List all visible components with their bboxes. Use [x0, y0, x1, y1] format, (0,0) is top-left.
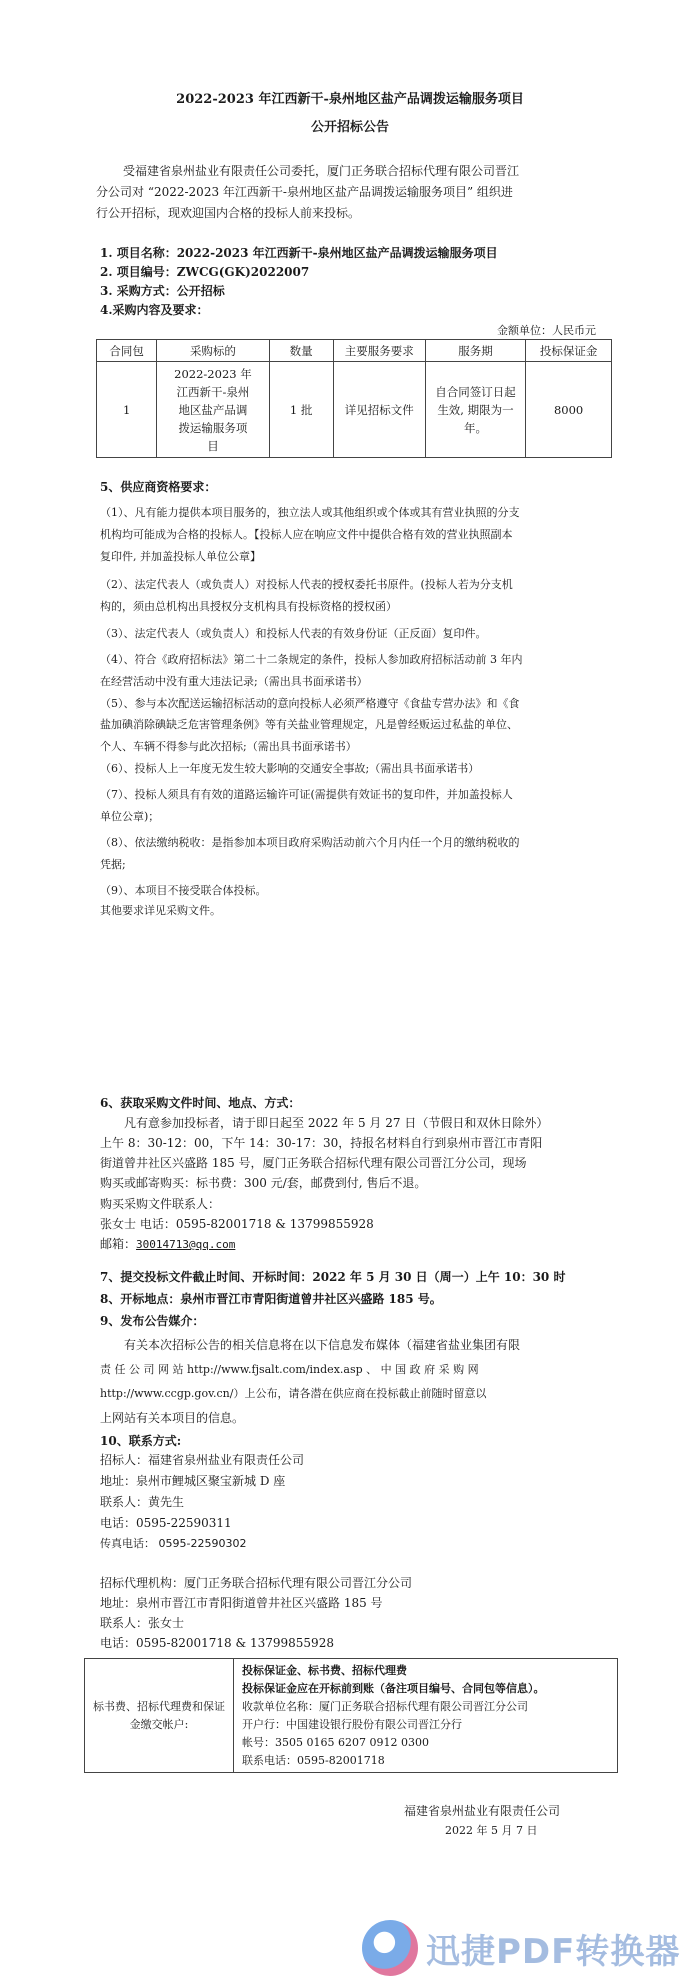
currency-unit: 金额单位：人民币元: [497, 324, 596, 337]
email-link[interactable]: 30014713@qq.com: [136, 1238, 236, 1251]
table-row: [85, 1659, 618, 1773]
acquisition-line: 购买采购文件联系人：: [100, 1197, 221, 1211]
pdf-converter-watermark: [362, 1918, 692, 1976]
col-header: 主要服务要求: [333, 340, 425, 362]
qualification-line: （7）、投标人须具有有效的道路运输许可证(需提供有效证书的复印件，并加盖投标人: [100, 788, 513, 801]
signature-date: 2022 年 5 月 7 日: [445, 1824, 538, 1837]
col-header: 服务期: [425, 340, 525, 362]
qualification-line: （8）、依法缴纳税收：是指参加本项目政府采购活动前六个月内任一个月的缴纳税收的: [100, 836, 520, 849]
payment-line: 收款单位名称：厦门正务联合招标代理有限公司晋江分公司: [242, 1699, 528, 1713]
qualification-line: （2）、法定代表人（或负责人）对投标人代表的授权委托书原件。(投标人若为分支机: [100, 578, 513, 591]
payment-details-cell: [234, 1659, 618, 1773]
acquisition-line: 购买或邮寄购买：标书费：300 元/套，邮费到付, 售后不退。: [100, 1176, 427, 1190]
cell-subject-line: 目: [207, 438, 219, 453]
media-line: 有关本次招标公告的相关信息将在以下信息发布媒体（福建省盐业集团有限: [124, 1338, 521, 1352]
cell-deposit: 8000: [526, 362, 612, 458]
tenderer-line: 传真电话： 0595-22590302: [100, 1537, 247, 1550]
tenderer-line: 电话：0595-22590311: [100, 1516, 232, 1530]
section-5-title: 5、供应商资格要求：: [100, 480, 217, 494]
intro-line: 行公开招标，现欢迎国内合格的投标人前来投标。: [96, 206, 361, 220]
doc-title: 2022-2023 年江西新干-泉州地区盐产品调拨运输服务项目: [176, 92, 524, 107]
cell-quantity: 1 批: [269, 362, 333, 458]
qualification-line: （5）、参与本次配送运输招标活动的意向投标人必须严格遵守《食盐专营办法》和《食: [100, 697, 520, 710]
table-row: [97, 362, 612, 458]
watermark-logo-icon: [362, 1920, 418, 1976]
qualification-line: 单位公章)；: [100, 810, 160, 823]
qualification-line: 构的，须由总机构出具授权分支机构具有投标资格的授权函）: [100, 600, 397, 613]
cell-subject-line: 2022-2023 年: [174, 366, 252, 381]
email-row: [100, 1235, 235, 1252]
intro-line: 分公司对 “2022-2023 年江西新干-泉州地区盐产品调拨运输服务项目” 组织进: [96, 185, 513, 199]
col-header: 合同包: [97, 340, 157, 362]
acquisition-line: 张女士 电话：0595-82001718 & 13799855928: [100, 1217, 374, 1231]
qualification-line: 机构均可能成为合格的投标人。【投标人应在响应文件中提供合格有效的营业执照副本: [100, 528, 513, 541]
procurement-content-heading: 4.采购内容及要求：: [100, 303, 209, 317]
agency-line: 联系人：张女士: [100, 1616, 185, 1630]
cell-lot: 1: [97, 362, 157, 458]
tenderer-line: 招标人：福建省泉州盐业有限责任公司: [100, 1453, 305, 1467]
payment-line: 帐号：3505 0165 6207 0912 0300: [242, 1735, 429, 1749]
payment-line: 投标保证金应在开标前到账（备注项目编号、合同包等信息）。: [242, 1681, 545, 1695]
lot-table: [96, 339, 612, 458]
cell-period-line: 年。: [463, 420, 487, 435]
section-9-title: 9、发布公告媒介：: [100, 1314, 205, 1328]
col-header: 投标保证金: [526, 340, 612, 362]
payment-label-line: 标书费、招标代理费和保证: [93, 1699, 225, 1713]
intro-line: 受福建省泉州盐业有限责任公司委托，厦门正务联合招标代理有限公司晋江: [123, 164, 520, 178]
qualification-line: （1）、凡有能力提供本项目服务的，独立法人或其他组织或个体或其有营业执照的分支: [100, 506, 520, 519]
qualification-line: （9）、本项目不接受联合体投标。: [100, 884, 267, 897]
agency-line: 招标代理机构：厦门正务联合招标代理有限公司晋江分公司: [100, 1576, 413, 1590]
acquisition-line: 上午 8：30-12：00，下午 14：30-17：30，持报名材料自行到泉州市晋江市青阳: [100, 1136, 543, 1150]
procurement-method: 3. 采购方式：公开招标: [100, 284, 225, 298]
tenderer-line: 地址：泉州市鲤城区聚宝新城 D 座: [100, 1474, 286, 1488]
payment-account-table: [84, 1658, 618, 1773]
cell-period-line: 自合同签订日起: [435, 384, 516, 399]
cell-subject-line: 地区盐产品调: [178, 402, 248, 417]
project-number: 2. 项目编号：ZWCG(GK)2022007: [100, 265, 310, 279]
cell-subject-line: 拨运输服务项: [178, 420, 248, 435]
email-label: 邮箱：: [100, 1237, 137, 1251]
cell-subject-line: 江西新干-泉州: [176, 384, 250, 399]
payment-line: 开户行：中国建设银行股份有限公司晋江分行: [242, 1717, 462, 1731]
qualification-line: 复印件, 并加盖投标人单位公章】: [100, 550, 261, 563]
tenderer-line: 联系人：黄先生: [100, 1495, 185, 1509]
section-10-title: 10、联系方式:: [100, 1434, 182, 1448]
qualification-line: 个人、车辆不得参与此次招标;（需出具书面承诺书）: [100, 740, 357, 753]
watermark-text: 迅捷PDF转换器: [426, 1932, 681, 1972]
agency-line: 地址：泉州市晋江市青阳街道曾井社区兴盛路 185 号: [100, 1596, 383, 1610]
doc-subtitle: 公开招标公告: [310, 120, 389, 135]
agency-line: 电话：0595-82001718 & 13799855928: [100, 1636, 334, 1650]
payment-line: 联系电话：0595-82001718: [242, 1753, 385, 1767]
cell-service-period: [425, 362, 525, 458]
payment-label-cell: [85, 1659, 234, 1773]
section-6-title: 6、获取采购文件时间、地点、方式：: [100, 1096, 301, 1110]
project-name: 1. 项目名称：2022-2023 年江西新干-泉州地区盐产品调拨运输服务项目: [100, 246, 498, 260]
section-7-deadline: 7、提交投标文件截止时间、开标时间：2022 年 5 月 30 日（周一）上午 10：30 时: [100, 1270, 566, 1284]
qualification-line: 盐加碘消除碘缺乏危害管理条例》等有关盐业管理规定，凡是曾经贩运过私盐的单位、: [100, 718, 518, 731]
qualification-line: 在经营活动中没有重大违法记录;（需出具书面承诺书）: [100, 675, 368, 688]
qualification-line: （3）、法定代表人（或负责人）和投标人代表的有效身份证（正反面）复印件。: [100, 627, 487, 640]
col-header: 采购标的: [157, 340, 269, 362]
qualification-line: 凭据;: [100, 858, 126, 871]
cell-period-line: 生效, 期限为一: [437, 402, 514, 417]
media-line: 责 任 公 司 网 站 http://www.fjsalt.com/index.asp 、 中 国 政 府 采 购 网: [100, 1363, 479, 1376]
cell-subject: [157, 362, 269, 458]
signer-company: 福建省泉州盐业有限责任公司: [404, 1804, 561, 1818]
qualification-line: （6）、投标人上一年度无发生较大影响的交通安全事故;（需出具书面承诺书）: [100, 762, 480, 775]
acquisition-line: 街道曾井社区兴盛路 185 号，厦门正务联合招标代理有限公司晋江分公司，现场: [100, 1156, 527, 1170]
qualification-line: 其他要求详见采购文件。: [100, 904, 221, 917]
section-8-location: 8、开标地点：泉州市晋江市青阳街道曾井社区兴盛路 185 号。: [100, 1292, 442, 1306]
payment-line: 投标保证金、标书费、招标代理费: [242, 1663, 407, 1677]
cell-requirements: 详见招标文件: [333, 362, 425, 458]
payment-label-line: 金缴交帐户:: [129, 1717, 189, 1731]
media-line: 上网站有关本项目的信息。: [100, 1411, 245, 1425]
acquisition-line: 凡有意参加投标者，请于即日起至 2022 年 5 月 27 日（节假日和双休日除外）: [124, 1116, 549, 1130]
col-header: 数量: [269, 340, 333, 362]
qualification-line: （4）、符合《政府招标法》第二十二条规定的条件，投标人参加政府招标活动前 3 年内: [100, 653, 523, 666]
media-line: http://www.ccgp.gov.cn/）上公布，请各潜在供应商在投标截止前随时留意以: [100, 1387, 487, 1400]
